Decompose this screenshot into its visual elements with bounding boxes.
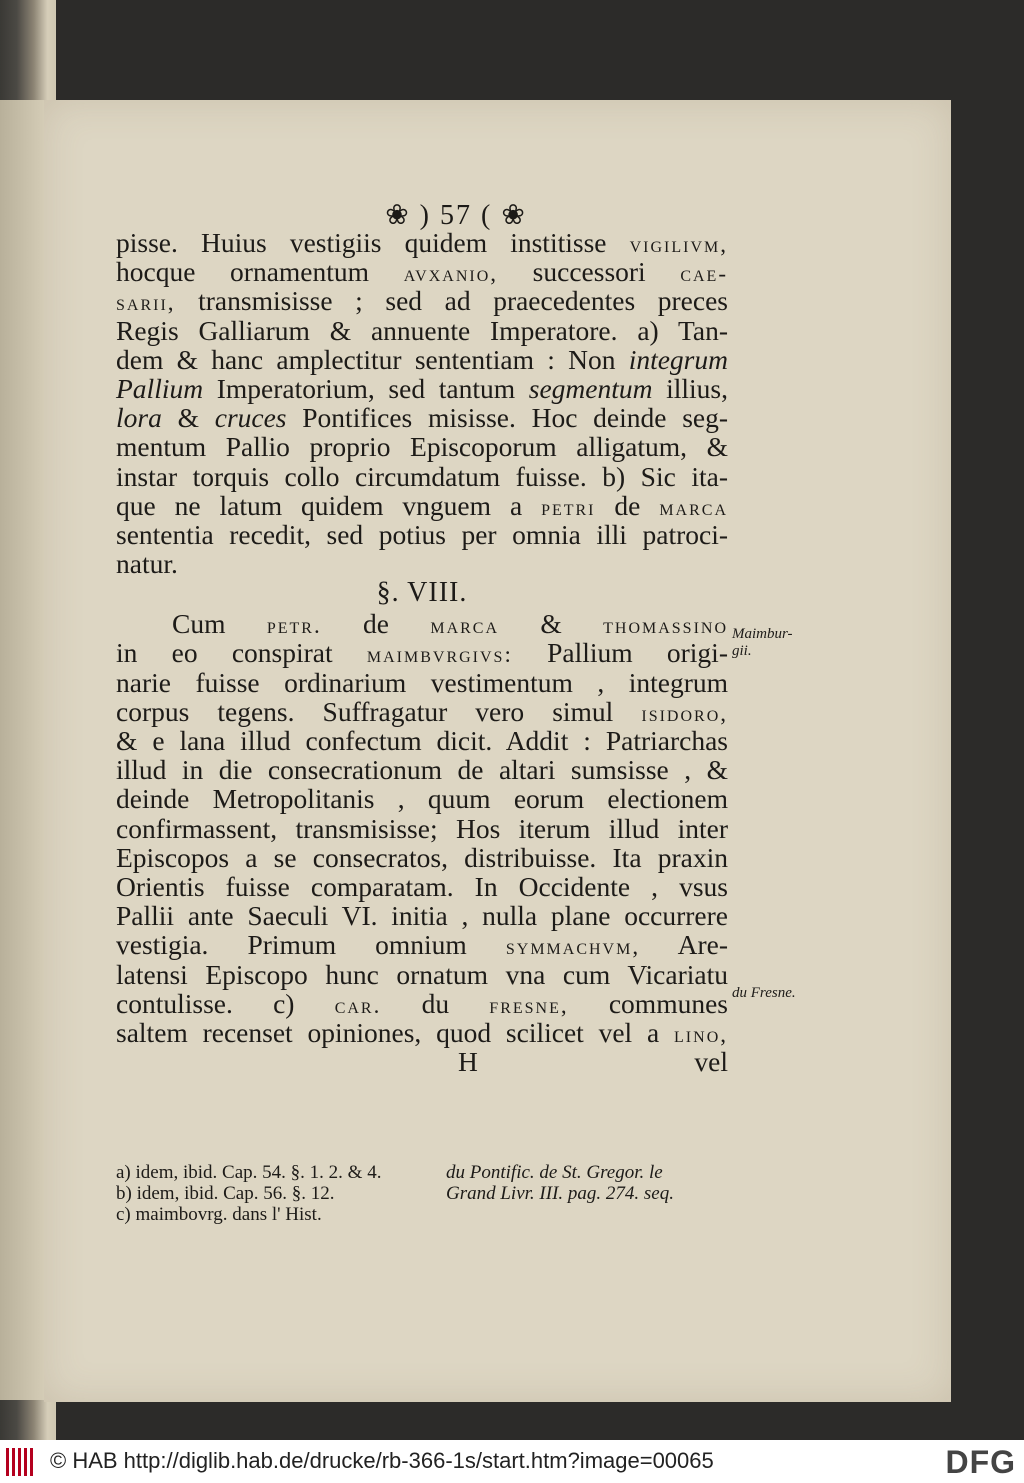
text-run: mentum Pallio proprio Episcoporum alligatum, & [116,431,728,463]
text-run: contulisse. c) [116,987,335,1019]
signature-mark: H [458,1046,478,1078]
text-run: & [161,402,215,434]
footnotes [116,1162,736,1225]
text-run: confirmassent, transmisisse; Hos iterum illud inter [116,812,728,844]
text-run: sententia recedit, sed potius per omnia illi patroci- [116,518,728,550]
paragraph-continuation [116,228,728,578]
text-run: corpus tegens. Suffragatur vero simul [116,695,642,727]
catchword: vel [694,1046,728,1078]
text-line [116,403,728,432]
small-caps-name: petri [541,494,596,520]
text-line [116,668,728,697]
small-caps-name: sarii, [116,290,176,316]
text-line [116,345,728,374]
footnote-continuation [446,1204,736,1225]
small-caps-name: marca [430,613,500,639]
small-caps-name: avxanio, [403,261,499,287]
text-run: transmisisse ; sed ad praecedentes preces [175,285,728,317]
text-run: illius, [652,372,729,404]
text-run: que ne latum quidem vnguem a [116,489,542,521]
text-run: saltem recenset opiniones, quod scilicet vel a [116,1016,675,1048]
text-line [116,549,728,578]
text-line [116,316,728,345]
text-run: narie fuisse ordinarium vestimentum , integrum [116,666,728,698]
footnote-continuation: du Pontific. de St. Gregor. le [446,1162,663,1183]
italic-term: lora [116,402,162,434]
italic-term: Pallium [116,372,204,404]
text-run: vestigia. Primum omnium [116,929,506,961]
italic-term: cruces [214,402,287,434]
text-run: illud in die consecrationum de altari sumsisse , & [116,754,728,786]
text-line [116,1018,728,1047]
text-line [116,930,728,959]
footnote [116,1162,736,1183]
text-line [116,491,728,520]
small-caps-name: lino, [674,1021,728,1047]
text-line [116,960,728,989]
text-run: Pontifices misisse. Hoc deinde seg- [286,402,729,434]
text-line [116,755,728,784]
section-heading: §. VIII. [376,577,468,609]
text-run: de [595,489,660,521]
text-line [116,843,728,872]
text-line [116,432,728,461]
text-run: successori [498,256,681,288]
text-run: hocque ornamentum [116,256,404,288]
text-run: latensi Episcopo hunc ornatum vna cum Vicariatu [116,958,728,990]
text-line [116,784,728,813]
small-caps-name: marca [659,494,728,520]
text-line [116,257,728,286]
text-line [116,609,728,638]
text-line [116,462,728,491]
text-run: & e lana illud confectum dicit. Addit : Patriarchas [116,725,728,756]
margin-note-text: du Fresne. [732,985,796,1001]
italic-term: integrum [628,343,728,375]
footnote [116,1183,736,1204]
margin-note-text: Maimbur-gii. [732,626,793,659]
small-caps-name: petr. [266,613,322,639]
text-line [116,726,728,755]
text-line [116,228,728,257]
dfg-logo: DFG [945,1444,1016,1480]
text-line [116,697,728,726]
hab-logo-icon [6,1448,34,1476]
small-caps-name: maimbvrgivs: [366,642,513,668]
small-caps-name: fresne, [489,992,569,1018]
small-caps-name: cae- [680,261,728,287]
text-run: Regis Galliarum & annuente Imperatore. a) Tan- [116,314,728,346]
footnote-continuation: Grand Livr. III. pag. 274. seq. [446,1183,674,1204]
margin-note-maimburgii [732,626,792,660]
text-run: in eo conspirat [116,637,367,669]
small-caps-name: symmachvm, [505,934,641,960]
text-run: du [381,987,490,1019]
text-run: communes [568,987,728,1019]
small-caps-name: thomassino [603,613,729,639]
text-run: Episcopos a se consecratos, distribuisse. Ita praxin [116,841,728,873]
running-head: ❀ ) 57 ( ❀ [385,200,527,231]
small-caps-name: car. [334,992,382,1018]
footnote-reference: a) idem, ibid. Cap. 54. §. 1. 2. & 4. [116,1162,382,1183]
signature-line [116,1047,728,1076]
text-run: & [499,608,604,640]
text-run: Pallii ante Saeculi VI. initia , nulla plane occurrere [116,900,728,932]
facing-page-edge [0,100,44,1400]
small-caps-name: vigilivm, [629,232,728,257]
text-line [116,872,728,901]
small-caps-name: isidoro, [641,700,728,726]
text-run: Cum [172,608,267,640]
text-run: de [321,608,431,640]
footnote [116,1204,736,1225]
text-line [116,638,728,667]
text-line [116,286,728,315]
text-line [116,374,728,403]
footer-bar [0,1440,1024,1483]
text-line [116,901,728,930]
text-run: Are- [640,929,728,961]
text-run: pisse. Huius vestigiis quidem institisse [116,227,630,258]
footnote-reference: b) idem, ibid. Cap. 56. §. 12. [116,1183,335,1204]
text-line [116,520,728,549]
text-line [116,814,728,843]
text-run: Orientis fuisse comparatam. In Occidente , vsus [116,870,728,902]
section-paragraph [116,609,728,1047]
text-run: Pallium origi- [512,637,728,669]
text-line [116,989,728,1018]
book-page [44,100,951,1402]
text-run: natur. [116,548,178,580]
text-run: instar torquis collo circumdatum fuisse. b) Sic ita- [116,460,728,492]
text-run: Imperatorium, sed tantum [203,372,529,404]
copyright-url[interactable]: © HAB http://diglib.hab.de/drucke/rb-366-1s/start.htm?image=00065 [50,1448,714,1473]
text-run: deinde Metropolitanis , quum eorum electionem [116,783,728,815]
body-text [116,228,728,1076]
footnote-reference: c) maimbovrg. dans l' Hist. [116,1204,322,1225]
italic-term: segmentum [528,372,653,404]
margin-note-du-fresne [732,985,812,1002]
text-run: dem & hanc amplectitur sententiam : Non [116,343,629,375]
